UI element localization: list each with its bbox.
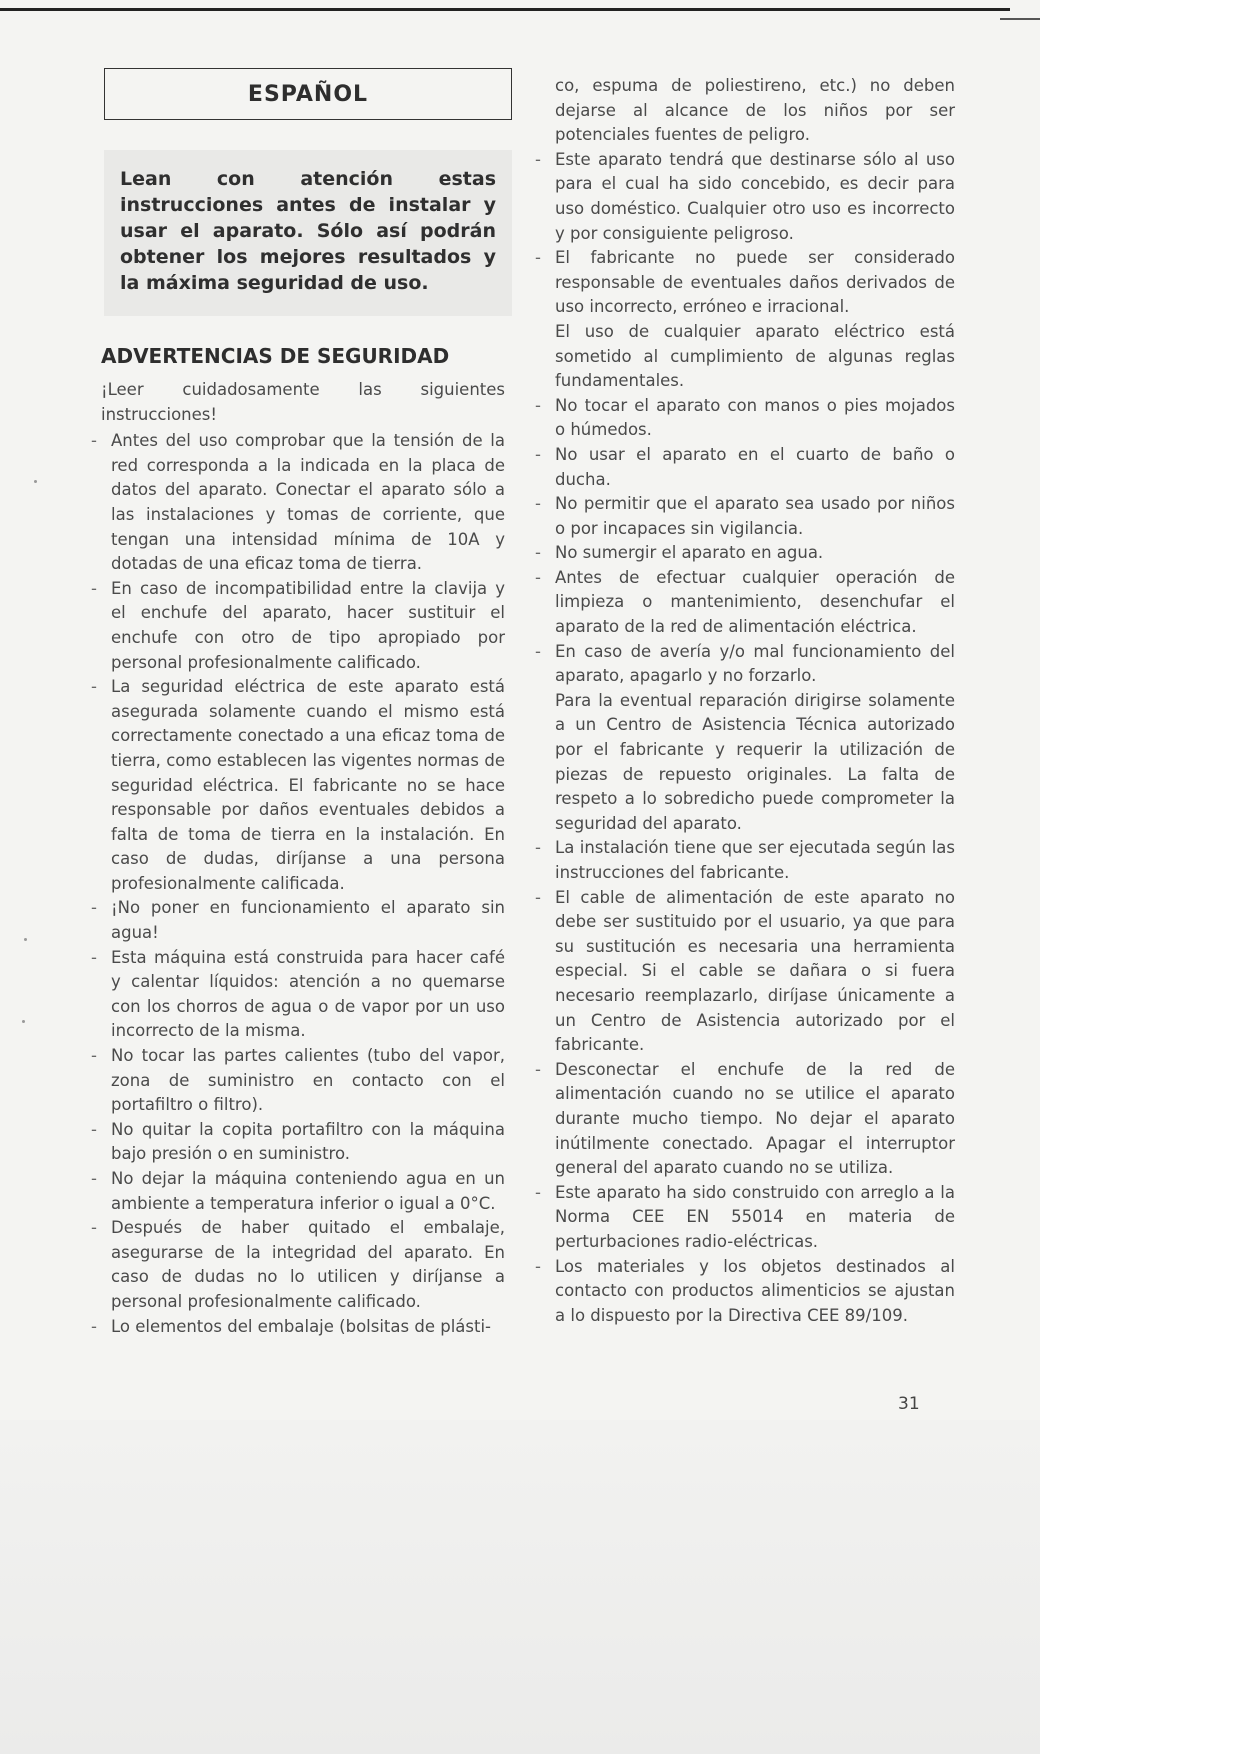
warning-item [91,896,505,945]
warning-item [91,946,505,1044]
warning-text: No tocar el aparato con manos o pies mojados o húmedos. [555,395,955,440]
warning-text: En caso de avería y/o mal funcionamiento del aparato, apagarlo y no forzarlo. [555,641,955,686]
bullet-dash: - [535,149,541,169]
right-plain-a: El uso de cualquier aparato eléctrico está sometido al cumplimiento de algunas reglas fundamentales. [555,321,955,391]
warning-text: No tocar las partes calientes (tubo del vapor, zona de suministro en contacto con el portafiltro o filtro). [111,1046,505,1115]
warning-text: Los materiales y los objetos destinados al contacto con productos alimenticios se ajustan a lo dispuesto por la Directiva CEE 89/109. [555,1256,955,1325]
bullet-dash: - [535,1182,541,1202]
warning-item [535,394,955,443]
bullet-dash: - [91,898,97,918]
warning-text: Este aparato ha sido construido con arreglo a la Norma CEE EN 55014 en materia de perturbaciones radio-eléctricas. [555,1182,955,1251]
page-bottom-shade [0,1420,1040,1754]
language-title: ESPAÑOL [247,81,369,107]
warning-item [91,1044,505,1118]
scan-speck [34,480,37,483]
bullet-dash: - [535,887,541,907]
warning-text: No usar el aparato en el cuarto de baño o ducha. [555,444,955,489]
warning-item [91,1118,505,1167]
bullet-dash: - [535,395,541,415]
right-plain-b: Para la eventual reparación dirigirse solamente a un Centro de Asistencia Técnica autorizado por el fabricante y requerir la utilización de piezas de repuesto originales. La falta de respeto a lo sobredicho puede comprometer la seguridad del aparato. [555,690,955,833]
right-warning-list-a [535,148,955,320]
warning-item [535,1058,955,1181]
bullet-dash: - [535,248,541,268]
bullet-dash: - [91,1169,97,1188]
warning-item [91,577,505,675]
warning-text: Este aparato tendrá que destinarse sólo al uso para el cual ha sido concebido, es decir para uso doméstico. Cualquier otro uso es incorrecto y por consiguiente peligroso. [555,149,955,243]
warning-item [535,443,955,492]
warning-item [91,429,505,577]
warning-text: La seguridad eléctrica de este aparato está asegurada solamente cuando el mismo está correctamente conectado a una eficaz toma de tierra, como establecen las vigentes normas de seguridad eléctrica. El fabricante no se hace responsable por daños eventuales debidos a falta de toma de tierra en la instalación. En caso de dudas, diríjanse a una persona profesionalmente calificada. [111,677,505,893]
warning-item [535,246,955,320]
warning-text: El cable de alimentación de este aparato no debe ser sustituido por el usuario, ya que para su sustitución es necesaria una herramienta especial. Si el cable se dañara o si fuera necesario reemplazarlo, diríjase únicamente a un Centro de Asistencia autorizado por el fabricante. [555,887,955,1055]
intro-text: Lean con atención estas instrucciones antes de instalar y usar el aparato. Sólo así podrán obtener los mejores resultados y la máxima seguridad de uso. [120,168,496,294]
warning-item [535,836,955,885]
warning-text: Desconectar el enchufe de la red de alimentación cuando no se utilice el aparato durante mucho tiempo. No dejar el aparato inútilmente conectado. Apagar el interruptor general del aparato cuando no se utiliza. [555,1059,955,1178]
warning-text: No permitir que el aparato sea usado por niños o por incapaces sin vigilancia. [555,494,955,538]
bullet-dash: - [535,494,541,514]
top-rule [0,8,1010,11]
left-column [91,378,505,1339]
section-title: ADVERTENCIAS DE SEGURIDAD [101,344,450,368]
warning-item [91,1315,505,1340]
warning-text: ¡No poner en funcionamiento el aparato sin agua! [111,898,505,943]
intro-box [104,150,512,316]
bullet-dash: - [535,838,541,858]
warning-item [535,566,955,640]
warning-item [91,1216,505,1314]
bullet-dash: - [91,1119,97,1139]
warning-item [535,1255,955,1329]
warning-text: No quitar la copita portafiltro con la máquina bajo presión o en suministro. [111,1119,505,1164]
bullet-dash: - [91,947,97,967]
scan-speck [22,1020,25,1023]
section-lead: ¡Leer cuidadosamente las siguientes instrucciones! [101,380,505,424]
warning-item [535,492,955,541]
page-margin [1040,0,1240,1754]
bullet-dash: - [91,1316,97,1336]
top-rule-secondary [1000,18,1040,20]
bullet-dash: - [91,677,97,697]
warning-item [535,640,955,689]
warning-text: Antes del uso comprobar que la tensión de la red corresponda a la indicada en la placa de datos del aparato. Conectar el aparato sólo a las instalaciones y tomas de corriente, que tengan una intensidad mínima de 10A y dotadas de una eficaz toma de tierra. [111,431,505,574]
right-continuation: co, espuma de poliestireno, etc.) no deben dejarse al alcance de los niños por ser potenciales fuentes de peligro. [555,76,955,145]
warning-text: Lo elementos del embalaje (bolsitas de plásti- [111,1316,491,1336]
warning-text: La instalación tiene que ser ejecutada según las instrucciones del fabricante. [555,838,955,882]
bullet-dash: - [535,1256,541,1276]
warning-item [535,148,955,246]
bullet-dash: - [91,1046,97,1066]
warning-item [91,1167,505,1216]
right-warning-list-b [535,394,955,689]
warning-item [535,886,955,1058]
warning-text: Antes de efectuar cualquier operación de limpieza o mantenimiento, desenchufar el aparato de la red de alimentación eléctrica. [555,567,955,637]
warning-text: No sumergir el aparato en agua. [555,543,824,563]
warning-text: El fabricante no puede ser considerado responsable de eventuales daños derivados de uso incorrecto, erróneo e irracional. [555,248,955,317]
warning-text: Esta máquina está construida para hacer café y calentar líquidos: atención a no quemarse con los chorros de agua o de vapor por un uso incorrecto de la misma. [111,947,505,1041]
bullet-dash: - [91,578,97,598]
bullet-dash: - [535,641,541,661]
right-column [535,74,955,1328]
bullet-dash: - [535,567,541,587]
language-title-box [104,68,512,120]
warning-item [91,675,505,896]
warning-item [535,1181,955,1255]
warning-text: No dejar la máquina conteniendo agua en un ambiente a temperatura inferior o igual a 0°C. [111,1169,505,1213]
bullet-dash: - [535,444,541,464]
warning-item [535,541,955,566]
bullet-dash: - [535,1059,541,1079]
bullet-dash: - [535,543,541,563]
left-warning-list [91,429,505,1339]
warning-text: Después de haber quitado el embalaje, asegurarse de la integridad del aparato. En caso de dudas no lo utilicen y diríjanse a personal profesionalmente calificado. [111,1218,505,1311]
scan-speck [24,938,27,941]
page-number: 31 [898,1394,920,1414]
bullet-dash: - [91,1218,97,1238]
bullet-dash: - [91,431,97,451]
warning-text: En caso de incompatibilidad entre la clavija y el enchufe del aparato, hacer sustituir el enchufe con otro de tipo apropiado por personal profesionalmente calificado. [111,578,505,672]
right-warning-list-c [535,836,955,1328]
